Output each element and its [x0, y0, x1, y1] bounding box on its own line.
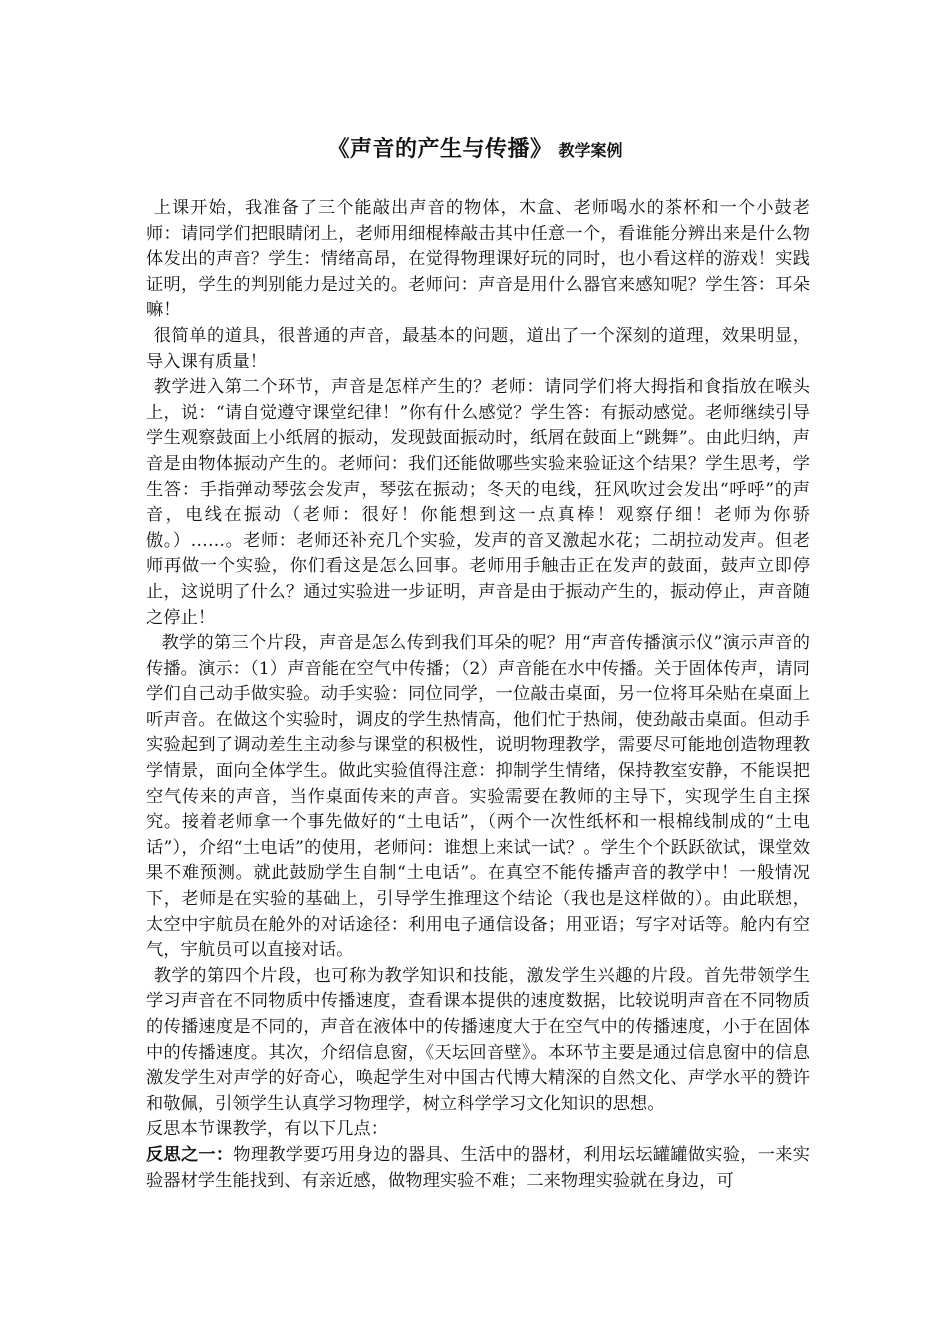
paragraph-reflection-one [146, 1143, 810, 1194]
paragraph-third-section: 教学的第三个片段，声音是怎么传到我们耳朵的呢？用“声音传播演示仪”演示声音的传播。演示：（1）声音能在空气中传播；（2）声音能在水中传播。关于固体传声，请同学们自己动手做实验。动手实验：同位同学，一位敲击桌面，另一位将耳朵贴在桌面上听声音。在做这个实验时，调皮的学生热情高，他们忙于热闹，使劲敲击桌面。但动手实验起到了调动差生主动参与课堂的积极性，说明物理教学，需要尽可能地创造物理教学情景，面向全体学生。做此实验值得注意：抑制学生情绪，保持教室安静，不能误把空气传来的声音，当作桌面传来的声音。实验需要在教师的主导下，实现学生自主探究。接着老师拿一个事先做好的“土电话”，（两个一次性纸杯和一根棉线制成的“土电话”），介绍“土电话”的使用，老师问：谁想上来试一试？。学生个个跃跃欲试，课堂效果不难预测。就此鼓励学生自制“土电话”。在真空不能传播声音的教学中！一般情况下，老师是在实验的基础上，引导学生推理这个结论（我也是这样做的）。由此联想，太空中宇航员在舱外的对话途径：利用电子通信设备；用亚语；写字对话等。舱内有空气，宇航员可以直接对话。 [146, 633, 810, 961]
document-title [0, 132, 950, 163]
paragraph-second-section: 教学进入第二个环节，声音是怎样产生的？老师：请同学们将大拇指和食指放在喉头上，说：“请自觉遵守课堂纪律！”你有什么感觉？学生答：有振动感觉。老师继续引导学生观察鼓面上小纸屑的振动，发现鼓面振动时，纸屑在鼓面上“跳舞”。由此归纳，声音是由物体振动产生的。老师问：我们还能做哪些实验来验证这个结果？学生思考，学生答：手指弹动琴弦会发声，琴弦在振动；冬天的电线，狂风吹过会发出“呼呼”的声音，电线在振动（老师：很好！你能想到这一点真棒！观察仔细！老师为你骄傲。）……。老师：老师还补充几个实验，发声的音叉激起水花；二胡拉动发声。但老师再做一个实验，你们看这是怎么回事。老师用手触击正在发声的鼓面，鼓声立即停止，这说明了什么？通过实验进一步证明，声音是由于振动产生的，振动停止，声音随之停止！ [146, 377, 810, 628]
title-sub: 教学案例 [558, 141, 623, 160]
reflection-one-text: 物理教学要巧用身边的器具、生活中的器材，利用坛坛罐罐做实验，一来实验器材学生能找到、有亲近感，做物理实验不难；二来物理实验就在身边，可 [146, 1144, 810, 1191]
paragraph-intro: 上课开始，我准备了三个能敲出声音的物体，木盒、老师喝水的茶杯和一个小鼓老师：请同学们把眼睛闭上，老师用细棍棒敲击其中任意一个，看谁能分辨出来是什么物体发出的声音？学生：情绪高昂，在觉得物理课好玩的同时，也小看这样的游戏！实践证明，学生的判别能力是过关的。老师问：声音是用什么器官来感知呢？学生答：耳朵嘛！ [146, 198, 810, 321]
document-body [146, 196, 810, 1194]
paragraph-fourth-section: 教学的第四个片段，也可称为教学知识和技能，激发学生兴趣的片段。首先带领学生学习声音在不同物质中传播速度，查看课本提供的速度数据，比较说明声音在不同物质的传播速度是不同的，声音在液体中的传播速度大于在空气中的传播速度，小于在固体中的传播速度。其次，介绍信息窗，《天坛回音壁》。本环节主要是通过信息窗中的信息激发学生对声学的好奇心，唤起学生对中国古代博大精深的自然文化、声学水平的赞许和敬佩，引领学生认真学习物理学，树立科学学习文化知识的思想。 [146, 965, 810, 1114]
reflection-one-label: 反思之一： [146, 1144, 234, 1165]
paragraph-comment: 很简单的道具，很普通的声音，最基本的问题，道出了一个深刻的道理，效果明显，导入课有质量！ [146, 325, 810, 372]
title-main: 《声音的产生与传播》 [327, 137, 553, 162]
paragraph-reflection-intro: 反思本节课教学，有以下几点： [146, 1119, 389, 1140]
